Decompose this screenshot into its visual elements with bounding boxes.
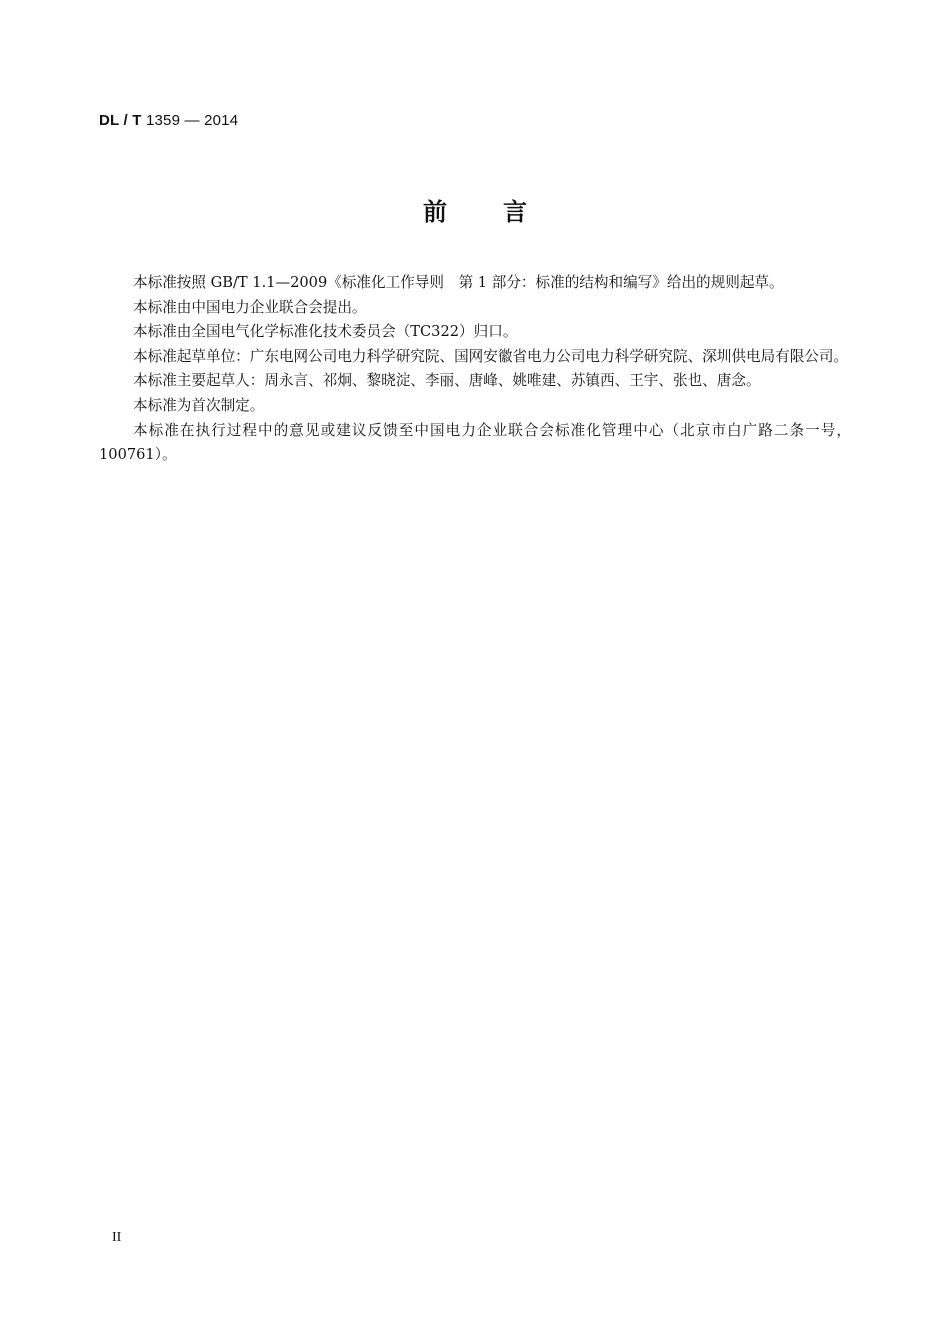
standard-code-number: 1359 — 2014 xyxy=(141,112,239,129)
standard-code-prefix: DL / T xyxy=(99,112,142,129)
section-title: 前言 xyxy=(423,198,583,226)
paragraph-feedback: 本标准在执行过程中的意见或建议反馈至中国电力企业联合会标准化管理中心（北京市白广路二条一号，100761）。 xyxy=(99,421,851,464)
paragraph-proposer: 本标准由中国电力企业联合会提出。 xyxy=(133,298,367,316)
paragraph-first-edition: 本标准为首次制定。 xyxy=(133,396,265,414)
paragraph-drafting-rules: 本标准按照 GB/T 1.1—2009《标准化工作导则 第 1 部分：标准的结构和编写》给出的规则起草。 xyxy=(133,274,784,291)
paragraph-centralized-unit: 本标准由全国电气化学标准化技术委员会（TC322）归口。 xyxy=(133,323,518,341)
page-number: II xyxy=(112,1230,122,1245)
paragraph-drafters: 本标准主要起草人：周永言、祁炯、黎晓淀、李丽、唐峰、姚唯建、苏镇西、王宇、张也、唐念。 xyxy=(133,372,761,390)
standard-code xyxy=(99,112,238,129)
paragraph-drafting-units: 本标准起草单位：广东电网公司电力科学研究院、国网安徽省电力公司电力科学研究院、深圳供电局有限公司。 xyxy=(133,347,849,365)
foreword-body xyxy=(99,271,851,468)
